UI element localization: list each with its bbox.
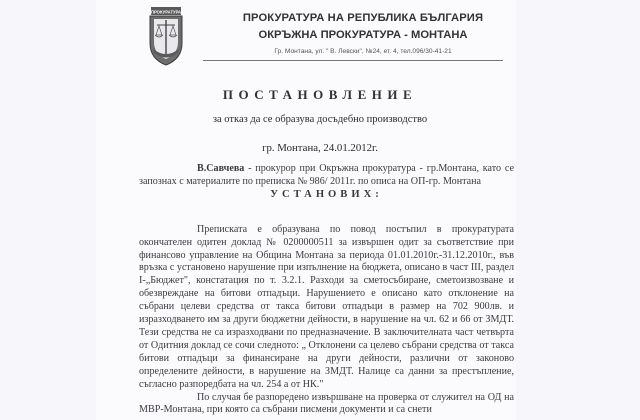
document-subtitle: за отказ да се образува досъдебно производство [212,114,428,125]
document-title: ПОСТАНОВЛЕНИЕ [222,87,418,102]
intro-paragraph [139,163,514,189]
letterhead [238,11,488,56]
section-heading: УСТАНОВИХ: [270,188,383,200]
document-place-date: гр. Монтана, 24.01.2012г. [262,142,378,154]
prosecutor-name: В.Савчева [197,163,245,174]
body-paragraph-2: По случая бе разпоредено извършване на проверка от служител на ОД на МВР-Монтана, при която са събрани писмени документи и са снети [139,391,514,416]
intro-text: - прокурор при Окръжна прокуратура - гр.Монтана, като се запознах с материалите по преписка № 986/ 2011г. по описа на ОП-гр. Монтана [139,163,514,187]
prosecution-emblem-icon [148,5,184,67]
letterhead-address: Гр. Монтана, ул. " В. Левски", №24, ет. 4, тел.096/30-41-21 [274,48,452,55]
letterhead-office: ОКРЪЖНА ПРОКУРАТУРА - МОНТАНА [258,29,468,41]
letterhead-institution: ПРОКУРАТУРА НА РЕПУБЛИКА БЪЛГАРИЯ [242,12,484,24]
document-body [139,163,514,417]
body-paragraph-1: Преписката е образувана по повод постъпил в прокуратурата окончателен одитен доклад № 0200000511 за извършен одит за съответствие при финансово управление на Община Монтана за периода 01.01.2010г.-31.12.2010г., във връзка с установено нарушение при изпълнение на бюджета, описано в част III, раздел I-„Бюджет", констатация по т. 3.2.1. Разходи за сметосъбиране, сметоизвозване и обезвреждане на битови отпадъци. Нарушението е описано като отклонение на събрани целеви средства от такса битови отпадъци в размер на 702 900лв. и изразходването им за други бюджетни дейности, в нарушение на чл. 62 и 66 от ЗМДТ. Тези средства не са изразходвани по предназначение. В заключителната част четвърта от Одитния доклад се сочи следното: „ Отклонени са целево събрани средства от такса битови отпадъци за финансиране на други дейности, различни от законово определените дейности, в нарушение на ЗМДТ. Налице са данни за престъпление, съгласно разпоредбата на чл. 254 а от НК." [139,223,514,390]
letterhead-divider [203,60,503,61]
svg-text:ПРОКУРАТУРА: ПРОКУРАТУРА [150,9,182,15]
